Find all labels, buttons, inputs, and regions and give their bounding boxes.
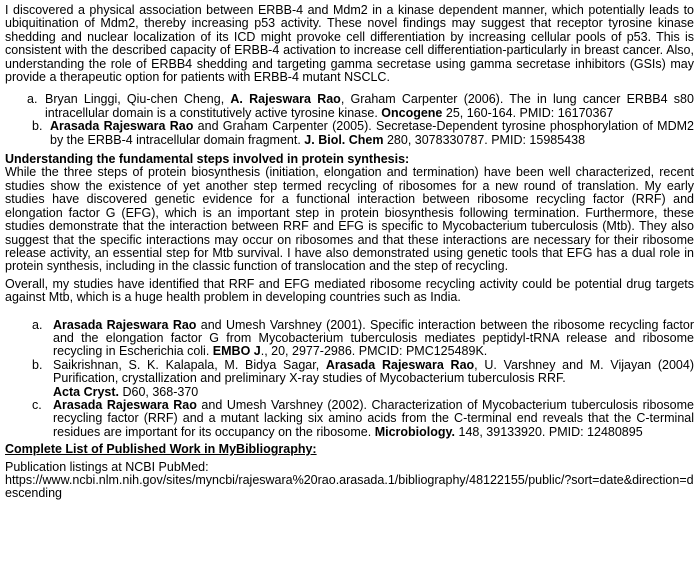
pubmed-label: Publication listings at NCBI PubMed: bbox=[5, 459, 209, 474]
erbb4-reference-list bbox=[5, 93, 694, 147]
list-marker: a. bbox=[32, 317, 43, 332]
ribosome-reference-list bbox=[5, 319, 694, 440]
reference-item: b. Saikrishnan, S. K. Kalapala, M. Bidya Sagar, Arasada Rajeswara Rao, U. Varshney and M. Vijayan (2004) Purification, crystallization and preliminary X-ray studies of Mycobacterium tuberculosis RRF. Acta Cryst. D60, 368-370 bbox=[32, 357, 694, 399]
journal-name: J. Biol. Chem bbox=[304, 132, 384, 147]
protein-synthesis-paragraph: While the three steps of protein biosynthesis (initiation, elongation and termination) have been well characterized, recent studies show the existence of yet another step termed recycling of ribosomes for a new round of translation. My early studies have discovered genetic evidence for a functional interaction between ribosome recycling factor (RRF) and elongation factor G (EFG), which is an important step in protein biosynthesis following termination. Furthermore, these studies demonstrate that the interaction between RRF and EFG is specific to Mycobacterium tuberculosis (Mtb). They also suggest that the specific interactions may occur on ribosomes and that these interactions are necessary for their ribosome release activity, an essential step for Mtb survival. I have also demonstrated using genetic tools that EFG has a dual role in protein synthesis, including in the classic function of translocation and the step of recycling. bbox=[5, 165, 694, 274]
author-highlight: Arasada Rajeswara Rao bbox=[325, 357, 475, 372]
journal-name: EMBO J bbox=[212, 344, 261, 359]
journal-name: Oncogene bbox=[381, 105, 443, 120]
list-marker: a. bbox=[27, 92, 38, 107]
section-heading-bibliography: Complete List of Published Work in MyBibliography: bbox=[5, 442, 317, 457]
reference-item: a. Bryan Linggi, Qiu-chen Cheng, A. Rajeswara Rao, Graham Carpenter (2006). The in lung cancer ERBB4 s80 intracellular domain is a constitutively active tyrosine kinase. Oncogene 25, 160-164. PMID: 16170367 bbox=[27, 92, 694, 120]
author-highlight: Arasada Rajeswara Rao bbox=[53, 397, 197, 412]
section-heading-protein-synthesis: Understanding the fundamental steps involved in protein synthesis: bbox=[5, 152, 410, 167]
reference-item: a. Arasada Rajeswara Rao and Umesh Varshney (2001). Specific interaction between the ribosome recycling factor and the elongation factor G from Mycobacterium tuberculosis mediates peptidyl-tRNA release and ribosome recycling in Escherichia coli. EMBO J., 20, 2977-2986. PMCID: PMC125489K. bbox=[32, 317, 694, 359]
list-marker: b. bbox=[32, 119, 43, 134]
journal-name: Microbiology. bbox=[374, 424, 456, 439]
erbb4-paragraph: I discovered a physical association between ERBB-4 and Mdm2 in a kinase dependent manner, which potentially leads to ubiquitination of Mdm2, thereby increasing p53 activity. These novel findings may suggest that receptor tyrosine kinase shedding and nuclear localization of its ICD might provoke cell differentiation by increasing cellular pools of p53. This is consistent with the described capacity of ERBB-4 activation to increase cell differentiation-particularly in breast cancer. Also, understanding the role of ERBB4 shedding and targeting gamma secretase using gamma secretase inhibitors (GSIs) may provide a therapeutic option for patients with ERBB-4 mutant NSCLC. bbox=[5, 3, 694, 85]
author-highlight: Arasada Rajeswara Rao bbox=[53, 317, 197, 332]
overall-summary-paragraph: Overall, my studies have identified that RRF and EFG mediated ribosome recycling activity could be potential drug targets against Mtb, which is a huge health problem in developing countries such as India. bbox=[5, 276, 694, 305]
author-highlight: A. Rajeswara Rao bbox=[230, 92, 341, 107]
list-marker: b. bbox=[32, 357, 43, 372]
reference-item: b. Arasada Rajeswara Rao and Graham Carpenter (2005). Secretase-Dependent tyrosine phosphorylation of MDM2 by the ERBB-4 intracellular domain fragment. J. Biol. Chem 280, 3078330787. PMID: 15985438 bbox=[32, 119, 694, 147]
journal-name: Acta Cryst. bbox=[53, 384, 119, 399]
bibliography-link[interactable]: https://www.ncbi.nlm.nih.gov/sites/myncbi/rajeswara%20rao.arasada.1/bibliography/48122155/public/?sort=date&direction=descending bbox=[5, 473, 694, 501]
list-marker: c. bbox=[32, 397, 42, 412]
author-highlight: Arasada Rajeswara Rao bbox=[50, 119, 194, 134]
reference-item: c. Arasada Rajeswara Rao and Umesh Varshney (2002). Characterization of Mycobacterium tuberculosis ribosome recycling factor (RRF) and a mutant lacking six amino acids from the C-terminal end reveals that the C-terminal residues are important for its occupancy on the ribosome. Microbiology. 148, 39133920. PMID: 12480895 bbox=[32, 397, 694, 439]
